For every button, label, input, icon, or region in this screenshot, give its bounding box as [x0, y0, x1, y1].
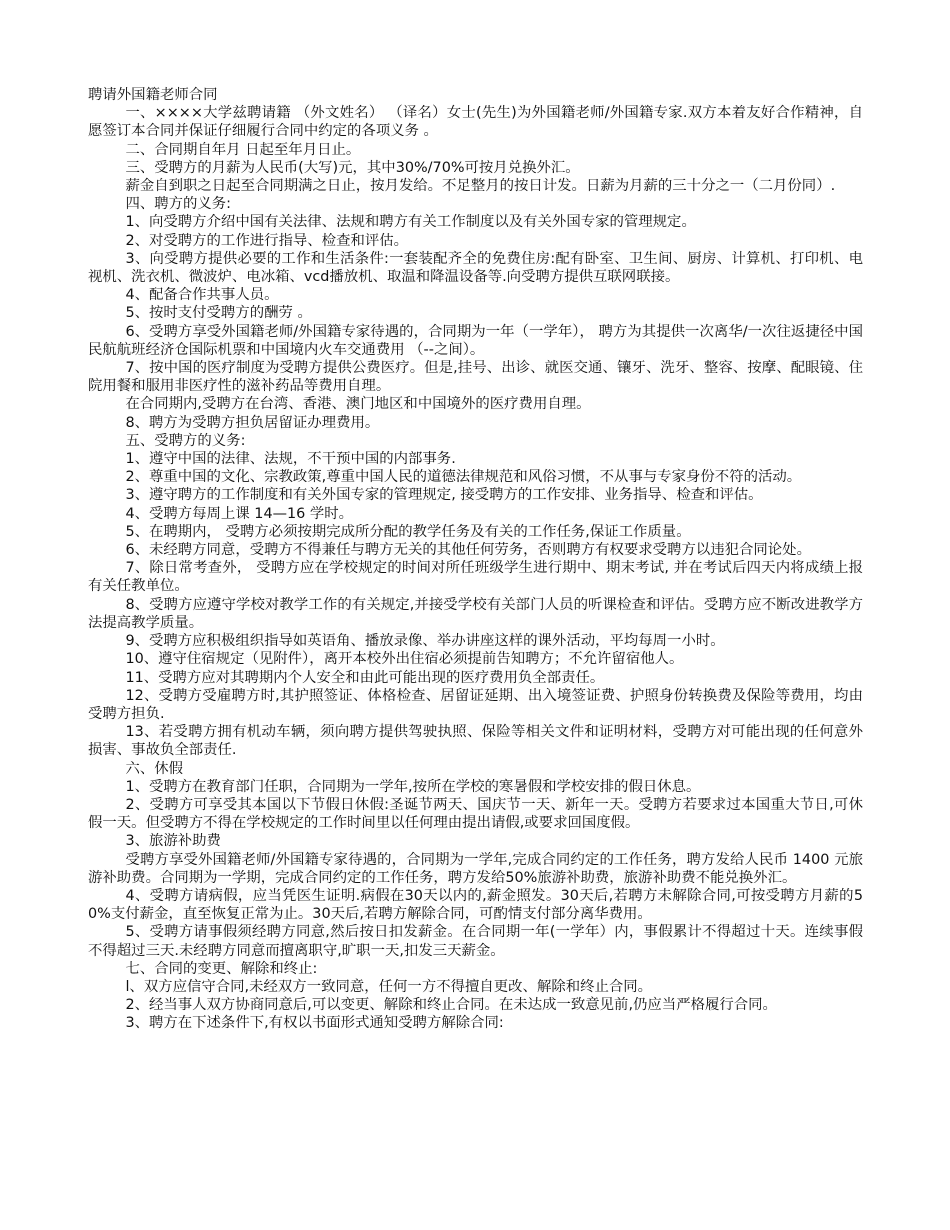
paragraph: 5、在聘期内， 受聘方必须按期完成所分配的教学任务及有关的工作任务,保证工作质量。 — [125, 523, 691, 540]
paragraph: 薪金自到职之日起至合同期满之日止，按月发给。不足整月的按日计发。日薪为月薪的三十分之一（二月份同）. — [125, 178, 836, 195]
contract-document — [88, 86, 863, 1033]
paragraph: l、双方应信守合同,未经双方一致同意，任何一方不得擅自更改、解除和终止合同。 — [125, 978, 653, 995]
paragraph: 4、受聘方每周上课 14—16 学时。 — [125, 505, 354, 522]
paragraph: 三、受聘方的月薪为人民币(大写)元，其中30%/70%可按月兑换外汇。 — [125, 159, 580, 176]
paragraph: 2、受聘方可享受其本国以下节假日休假:圣诞节两天、国庆节一天、新年一天。受聘方若要求过本国重大节日,可休假一天。但受聘方不得在学校规定的工作时间里以任何理由提出请假,或要求回国度假。 — [88, 796, 863, 832]
paragraph: 5、受聘方请事假须经聘方同意,然后按日扣发薪金。在合同期一年(一学年）内，事假累计不得超过十天。连续事假不得超过三天.未经聘方同意而擅离职守,旷职一天,扣发三天薪金。 — [88, 924, 863, 959]
section-heading: 五、受聘方的义务: — [125, 432, 246, 449]
paragraph: 二、合同期自年月 日起至年月日止。 — [125, 141, 361, 158]
paragraph: 13、若受聘方拥有机动车辆，须向聘方提供驾驶执照、保险等相关文件和证明材料，受聘方对可能出现的任何意外损害、事故负全部责任. — [88, 724, 863, 759]
section-heading: 七、合同的变更、解除和终止: — [125, 960, 318, 977]
document-body — [88, 104, 863, 1032]
paragraph: 6、受聘方享受外国籍老师/外国籍专家待遇的，合同期为一年（一学年）， 聘方为其提供一次离华/一次往返捷径中国民航航班经济仓国际机票和中国境内火车交通费用 （--之间）。 — [88, 323, 863, 358]
paragraph: 3、聘方在下述条件下,有权以书面形式通知受聘方解除合同: — [125, 1015, 504, 1032]
paragraph: 8、受聘方应遵守学校对教学工作的有关规定,并接受学校有关部门人员的听课检查和评估。受聘方应不断改进教学方法提高教学质量。 — [88, 596, 863, 631]
paragraph: 一、××××大学兹聘请籍 （外文姓名） （译名）女士(先生)为外国籍老师/外国籍专家.双方本着友好合作精神，自愿签订本合同并保证仔细履行合同中约定的各项义务 。 — [88, 105, 863, 140]
section-heading: 六、休假 — [125, 760, 184, 777]
paragraph: 1、向受聘方介绍中国有关法律、法规和聘方有关工作制度以及有关外国专家的管理规定。 — [125, 214, 696, 231]
paragraph: 8、聘方为受聘方担负居留证办理费用。 — [125, 414, 380, 431]
paragraph: 在合同期内,受聘方在台湾、香港、澳门地区和中国境外的医疗费用自理。 — [125, 396, 591, 413]
paragraph: 7、按中国的医疗制度为受聘方提供公费医疗。但是,挂号、出诊、就医交通、镶牙、洗牙、整容、按摩、配眼镜、住院用餐和服用非医疗性的滋补药品等费用自理。 — [88, 360, 863, 395]
paragraph: 5、按时支付受聘方的酬劳 。 — [125, 305, 312, 322]
paragraph: 1、遵守中国的法律、法规，不干预中国的内部事务. — [125, 451, 456, 468]
paragraph: 4、配备合作共事人员。 — [125, 287, 279, 304]
paragraph: 7、除日常考查外， 受聘方应在学校规定的时间对所任班级学生进行期中、期末考试, 并在考试后四天内将成绩上报有关任教单位。 — [88, 560, 863, 595]
paragraph: 10、遵守住宿规定（见附件），离开本校外出住宿必须提前告知聘方；不允许留宿他人。 — [125, 651, 684, 668]
paragraph: 9、受聘方应积极组织指导如英语角、播放录像、举办讲座这样的课外活动，平均每周一小时。 — [125, 633, 725, 650]
paragraph: 12、受聘方受雇聘方时,其护照签证、体格检查、居留证延期、出入境签证费、护照身份转换费及保险等费用，均由受聘方担负. — [88, 687, 863, 722]
paragraph: 2、尊重中国的文化、宗教政策,尊重中国人民的道德法律规范和风俗习惯，不从事与专家身份不符的活动。 — [125, 469, 802, 486]
paragraph: 11、受聘方应对其聘期内个人安全和由此可能出现的医疗费用负全部责任。 — [125, 669, 605, 686]
paragraph: 3、遵守聘方的工作制度和有关外国专家的管理规定, 接受聘方的工作安排、业务指导、检查和评估。 — [125, 487, 763, 504]
paragraph: 6、未经聘方同意，受聘方不得兼任与聘方无关的其他任何劳务，否则聘方有权要求受聘方以违犯合同论处。 — [125, 542, 811, 559]
paragraph: 1、受聘方在教育部门任职，合同期为一学年,按所在学校的寒暑假和学校安排的假日休息。 — [125, 778, 701, 795]
document-title: 聘请外国籍老师合同 — [88, 87, 218, 103]
paragraph: 4、受聘方请病假，应当凭医生证明.病假在30天以内的,薪金照发。30天后,若聘方未解除合同,可按受聘方月薪的50%支付薪金，直至恢复正常为止。30天后,若聘方解除合同，可酌情支付部分离华费用。 — [88, 887, 863, 923]
paragraph: 受聘方享受外国籍老师/外国籍专家待遇的，合同期为一学年,完成合同约定的工作任务，聘方发给人民币 1400 元旅游补助费。合同期为一学期，完成合同约定的工作任务，聘方发给50%旅游补助费，旅游补助费不能兑换外汇。 — [88, 851, 863, 886]
paragraph: 2、对受聘方的工作进行指导、检查和评估。 — [125, 232, 409, 249]
paragraph: 2、经当事人双方协商同意后,可以变更、解除和终止合同。在未达成一致意见前,仍应当严格履行合同。 — [125, 997, 777, 1014]
paragraph: 3、向受聘方提供必要的工作和生活条件:一套装配齐全的免费住房:配有卧室、卫生间、厨房、计算机、打印机、电视机、洗衣机、微波炉、电冰箱、vcd播放机、取温和降温设备等.向受聘方提供互联网联接。 — [88, 250, 863, 286]
section-heading: 四、聘方的义务: — [125, 196, 232, 213]
paragraph: 3、旅游补助费 — [125, 833, 221, 850]
